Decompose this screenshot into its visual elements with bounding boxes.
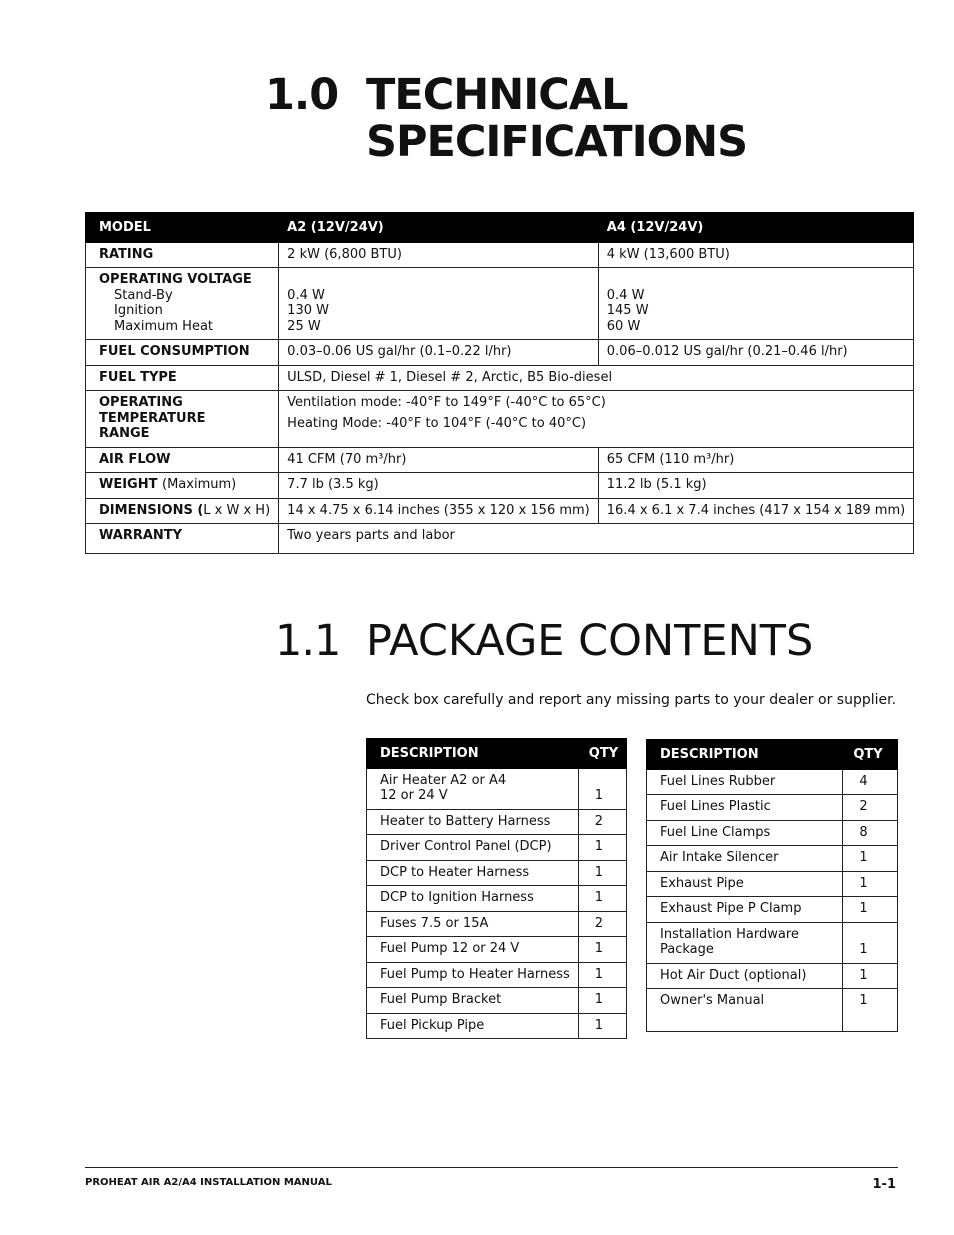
rating-a4: 4 kW (13,600 BTU) — [598, 242, 913, 268]
item-description: DCP to Ignition Harness — [367, 886, 579, 912]
warranty-label: WARRANTY — [86, 524, 279, 554]
item-description: Exhaust Pipe — [647, 871, 843, 897]
footer-page-number: 1-1 — [872, 1177, 896, 1192]
item-description: Air Intake Silencer — [647, 846, 843, 872]
item-description: Fuel Lines Rubber — [647, 769, 843, 795]
table-row — [647, 989, 898, 1032]
warranty-value: Two years parts and labor — [279, 524, 914, 554]
dimensions-a4: 16.4 x 6.1 x 7.4 inches (417 x 154 x 189 mm) — [598, 498, 913, 524]
weight-label-note: (Maximum) — [162, 477, 237, 492]
fuel-consumption-a2: 0.03–0.06 US gal/hr (0.1–0.22 l/hr) — [279, 340, 599, 366]
footer-divider — [85, 1167, 898, 1168]
package-intro-text: Check box carefully and report any missing parts to your dealer or supplier. — [366, 692, 897, 708]
package-left-header-qty: QTY — [578, 739, 626, 769]
spec-row-fuel-type — [86, 365, 914, 391]
dimensions-label — [86, 498, 279, 524]
table-row — [367, 768, 627, 809]
item-description — [367, 768, 579, 809]
item-qty: 8 — [843, 820, 898, 846]
fuel-type-label: FUEL TYPE — [86, 365, 279, 391]
spec-header-row — [86, 213, 914, 243]
voltage-label-text: OPERATING VOLTAGE — [99, 272, 252, 287]
item-description: Fuel Lines Plastic — [647, 795, 843, 821]
item-description-line1: Air Heater A2 or A4 — [380, 772, 507, 788]
fuel-consumption-a4: 0.06–0.012 US gal/hr (0.21–0.46 l/hr) — [598, 340, 913, 366]
item-description-line2: 12 or 24 V — [380, 788, 448, 803]
item-description: Fuel Pump 12 or 24 V — [367, 937, 579, 963]
section2-number: 1.1 — [275, 616, 341, 666]
item-description — [647, 922, 843, 963]
item-description: Owner's Manual — [647, 989, 843, 1032]
package-right-header — [647, 740, 898, 770]
temperature-label — [86, 391, 279, 448]
package-contents-table-right — [646, 739, 898, 1032]
section-title-line1: TECHNICAL — [366, 70, 628, 120]
item-qty: 1 — [843, 963, 898, 989]
table-row — [367, 1013, 627, 1039]
item-qty: 1 — [578, 860, 626, 886]
voltage-a2 — [279, 268, 599, 340]
item-qty: 1 — [843, 922, 898, 963]
item-qty: 1 — [578, 937, 626, 963]
weight-label-text: WEIGHT — [99, 477, 158, 492]
spec-row-air-flow — [86, 447, 914, 473]
item-description-line2: Package — [660, 942, 714, 957]
table-row — [647, 871, 898, 897]
item-qty: 1 — [578, 988, 626, 1014]
table-row — [647, 963, 898, 989]
item-description: Exhaust Pipe P Clamp — [647, 897, 843, 923]
header-model: MODEL — [86, 213, 279, 243]
item-qty: 2 — [843, 795, 898, 821]
dimensions-label-text: DIMENSIONS ( — [99, 502, 204, 518]
item-qty: 2 — [578, 809, 626, 835]
header-a2: A2 (12V/24V) — [279, 213, 599, 243]
temperature-values — [279, 391, 914, 448]
item-description: Fuel Pickup Pipe — [367, 1013, 579, 1039]
voltage-sub-standby: Stand-By — [114, 287, 173, 303]
temperature-label-1: OPERATING — [99, 395, 183, 410]
voltage-a4-standby: 0.4 W — [606, 287, 645, 303]
package-left-header — [367, 739, 627, 769]
section-title — [366, 72, 747, 166]
air-flow-a2: 41 CFM (70 m³/hr) — [279, 447, 599, 473]
voltage-sub-maxheat: Maximum Heat — [114, 318, 214, 334]
table-row — [647, 820, 898, 846]
item-qty: 1 — [843, 871, 898, 897]
weight-a4: 11.2 lb (5.1 kg) — [598, 473, 913, 499]
table-row — [367, 835, 627, 861]
temperature-label-3: RANGE — [99, 426, 150, 441]
spec-row-warranty — [86, 524, 914, 554]
item-qty: 1 — [578, 886, 626, 912]
table-row — [647, 769, 898, 795]
air-flow-label: AIR FLOW — [86, 447, 279, 473]
package-right-header-qty: QTY — [843, 740, 898, 770]
item-qty: 1 — [843, 846, 898, 872]
voltage-a2-maxheat: 25 W — [287, 318, 321, 334]
table-row — [367, 937, 627, 963]
item-description: Fuel Pump to Heater Harness — [367, 962, 579, 988]
temperature-heating: Heating Mode: -40°F to 104°F (-40°C to 40°C) — [287, 415, 587, 431]
item-qty: 1 — [843, 897, 898, 923]
section-title-line2: SPECIFICATIONS — [366, 117, 748, 167]
voltage-a2-ignition: 130 W — [287, 303, 329, 318]
table-row — [367, 809, 627, 835]
specifications-table — [85, 212, 914, 554]
voltage-a4 — [598, 268, 913, 340]
spec-row-rating — [86, 242, 914, 268]
air-flow-a4: 65 CFM (110 m³/hr) — [598, 447, 913, 473]
footer-manual-title: PROHEAT AIR A2/A4 INSTALLATION MANUAL — [85, 1177, 332, 1188]
temperature-label-2: TEMPERATURE — [99, 410, 206, 426]
table-row — [367, 962, 627, 988]
table-row — [647, 795, 898, 821]
voltage-a4-maxheat: 60 W — [606, 318, 641, 334]
fuel-consumption-label: FUEL CONSUMPTION — [86, 340, 279, 366]
item-qty: 1 — [578, 1013, 626, 1039]
table-row — [647, 846, 898, 872]
spec-row-fuel-consumption — [86, 340, 914, 366]
item-qty: 1 — [578, 835, 626, 861]
spec-row-weight — [86, 473, 914, 499]
section2-title: PACKAGE CONTENTS — [366, 616, 814, 666]
weight-a2: 7.7 lb (3.5 kg) — [279, 473, 599, 499]
voltage-sub-ignition: Ignition — [114, 303, 163, 318]
dimensions-label-note: L x W x H) — [203, 502, 271, 518]
spec-row-dimensions — [86, 498, 914, 524]
item-description: Fuses 7.5 or 15A — [367, 911, 579, 937]
table-row — [647, 897, 898, 923]
header-a4: A4 (12V/24V) — [598, 213, 913, 243]
table-row — [367, 911, 627, 937]
item-description: Fuel Line Clamps — [647, 820, 843, 846]
voltage-a2-standby: 0.4 W — [287, 287, 325, 303]
item-description-line1: Installation Hardware — [660, 926, 799, 942]
rating-label: RATING — [86, 242, 279, 268]
table-row — [367, 988, 627, 1014]
item-description: Heater to Battery Harness — [367, 809, 579, 835]
item-qty: 4 — [843, 769, 898, 795]
weight-label — [86, 473, 279, 499]
spec-row-temperature — [86, 391, 914, 448]
item-qty: 2 — [578, 911, 626, 937]
item-description: Driver Control Panel (DCP) — [367, 835, 579, 861]
item-description: Fuel Pump Bracket — [367, 988, 579, 1014]
voltage-label — [86, 268, 279, 340]
item-description: DCP to Heater Harness — [367, 860, 579, 886]
table-row — [367, 860, 627, 886]
voltage-a4-ignition: 145 W — [606, 303, 649, 318]
item-qty: 1 — [578, 768, 626, 809]
item-qty: 1 — [843, 989, 898, 1032]
section-number: 1.0 — [265, 70, 339, 120]
temperature-ventilation: Ventilation mode: -40°F to 149°F (-40°C to 65°C) — [287, 395, 606, 410]
item-qty: 1 — [578, 962, 626, 988]
table-row — [647, 922, 898, 963]
item-description: Hot Air Duct (optional) — [647, 963, 843, 989]
package-right-header-description: DESCRIPTION — [647, 740, 843, 770]
fuel-type-value: ULSD, Diesel # 1, Diesel # 2, Arctic, B5 Bio-diesel — [279, 365, 914, 391]
rating-a2: 2 kW (6,800 BTU) — [279, 242, 599, 268]
package-left-header-description: DESCRIPTION — [367, 739, 579, 769]
dimensions-a2: 14 x 4.75 x 6.14 inches (355 x 120 x 156 mm) — [279, 498, 599, 524]
table-row — [367, 886, 627, 912]
spec-row-voltage — [86, 268, 914, 340]
package-contents-table-left — [366, 738, 627, 1039]
